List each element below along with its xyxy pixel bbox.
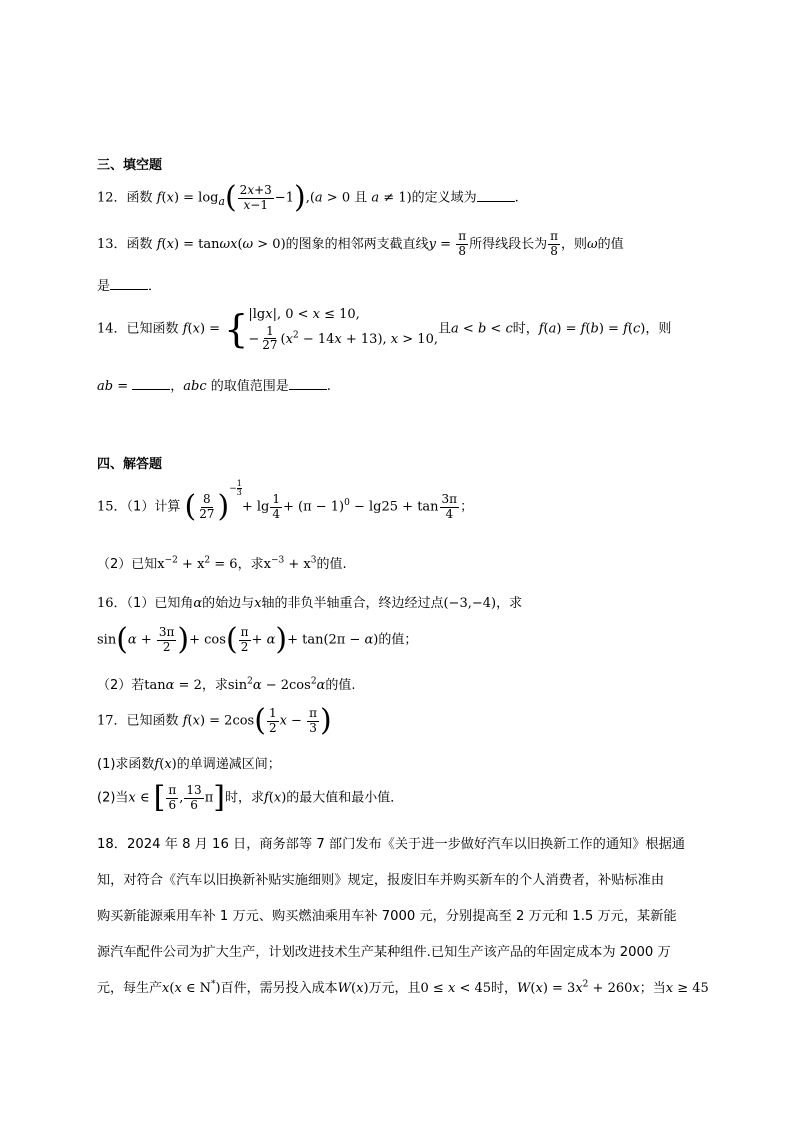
question-18-line3: 购买新能源乘用车补 1 万元、购买燃油乘用车补 7000 元，分别提高至 2 万元和 1.5 万元，某新能 — [97, 909, 677, 924]
answer-blank — [477, 189, 515, 202]
question-16-part2: （2）若tanα = 2，求$\sin^2\alpha - 2\cos^2\alpha$的值. — [97, 676, 356, 693]
question-18-line2: 知，对符合《汽车以旧换新补贴实施细则》规定，报废旧车并购买新车的个人消费者，补贴标准由 — [97, 873, 665, 888]
answer-blank — [132, 377, 170, 390]
question-13-line2: 是 ． — [97, 279, 162, 294]
question-15-part2: （2）已知$x^{-2} + x^2 = 6$，求$x^{-3} + x^3$的值. — [97, 555, 347, 572]
question-16-expr: sin(α + $\frac{3\pi}{2}$ )+ cos( $\frac{\pi}{2}$ + α)+ tan(2π − α)的值； — [97, 622, 418, 657]
question-14-line2: ab = ，abc 的取值范围是 . — [97, 379, 331, 394]
question-number: 14． — [97, 321, 127, 337]
question-12: 12．函数 $f(x) = \log_a$( $\frac{2x+3}{x-1}$ −1),(a > 0 且 a ≠ 1)的定义域为 . — [97, 180, 519, 215]
question-13: 13．函数 f(x) = tanωx(ω > 0)的图象的相邻两支截直线y = $\frac{\pi}{8}$ 所得线段长为 $\frac{\pi}{8}$ ，则ω的值 — [97, 229, 624, 258]
question-number: 15． — [97, 499, 127, 515]
question-14: 14．已知函数 f(x) = { |lgx|, 0 < x ≤ 10, − $\frac{1}{27}$ $(x^2 - 14x + 13)$, x > 10, 且a < b < c时，f(a) = f(b) = f(c)，则 — [97, 307, 672, 353]
answer-blank — [289, 377, 327, 390]
question-17: 17．已知函数 f(x) = 2cos( $\frac{1}{2}$ x − $\frac{\pi}{3}$ ) — [97, 703, 332, 738]
question-number: 13． — [97, 236, 127, 252]
question-number: 16． — [97, 596, 127, 611]
question-17-part1: (1)求函数f(x)的单调递减区间； — [97, 757, 281, 772]
question-18-line1: 18．2024 年 8 月 16 日，商务部等 7 部门发布《关于进一步做好汽车以旧换新工作的通知》根据通 — [97, 837, 685, 852]
question-number: 17． — [97, 713, 127, 729]
question-15-part1: 15．（1）计算 ( $\frac{8}{27}$ )$^{- \frac{1}{3}}$ + lg $\frac{1}{4}$ + $(\pi - 1)^0 - \lg 25 + \tan$ $\frac{3\pi}{4}$ ； — [97, 479, 474, 524]
section-heading-answer: 四、解答题 — [97, 457, 163, 472]
answer-blank — [110, 277, 148, 290]
question-17-part2: (2)当x ∈ [ $\frac{\pi}{6}$ , $\frac{13}{6}$ π]时，求f(x)的最大值和最小值． — [97, 780, 404, 815]
question-18-line4: 源汽车配件公司为扩大生产，计划改进技术生产某种组件.已知生产该产品的年固定成本为 2000 万 — [97, 945, 671, 960]
question-16-part1: 16．（1）已知角α的始边与x轴的非负半轴重合，终边经过点(−3,−4)，求 — [97, 596, 523, 611]
question-18-line5: 元，每生产x(x ∈ N*)百件，需另投入成本W(x)万元，且0 ≤ x < 45时，$W(x) = 3x^2 + 260x$；当x ≥ 45 — [97, 979, 709, 996]
section-heading-fill-blank: 三、填空题 — [97, 158, 163, 173]
question-number: 12． — [97, 190, 127, 206]
